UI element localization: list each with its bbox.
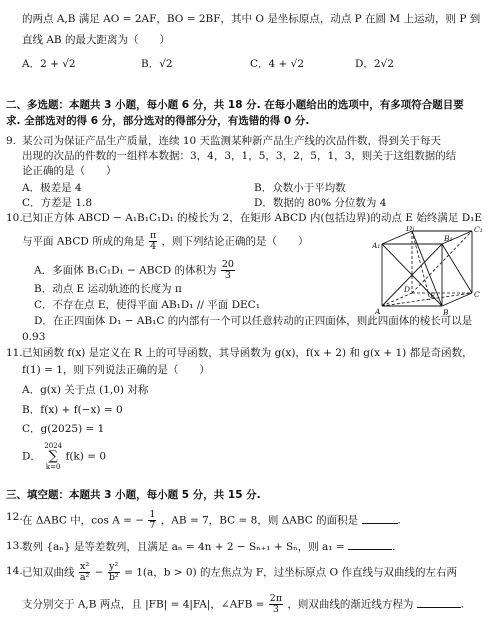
section3-header: 三、填空题：本题共 3 小题，每小题 5 分，共 15 分.: [6, 489, 261, 501]
q12-answer-blank[interactable]: [362, 513, 398, 524]
label-c1: C₁: [474, 226, 483, 234]
q11-option-c: C．g(2025) = 1: [22, 423, 105, 435]
diag-d1-b: [412, 231, 442, 306]
q8-text-line2: 直线 AB 的最大距离为（ ）: [22, 34, 170, 46]
q13-answer-blank[interactable]: [348, 539, 392, 550]
section2-header-line2: 求. 全部选对的得 6 分，部分选对的得部分分，有选错的得 0 分.: [6, 115, 310, 127]
q14-x-fraction: $\frac{\text{x²}}{\text{a²}}$: [79, 561, 90, 583]
q10-option-c: C．不存在点 E，使得平面 AB₁D₁ // 平面 DEC₁: [34, 299, 260, 311]
q12-cos-fraction: $\frac{1}{7}$: [149, 509, 156, 531]
seg-d1-e-hidden: [412, 231, 430, 300]
label-d1: D₁: [406, 226, 416, 233]
label-a1: A₁: [372, 241, 381, 250]
q10-volume-fraction: $\frac{20}{3}$: [221, 259, 234, 281]
q8-text-line1: 的两点 A,B 满足 AO = 2AF，BO = 2BF，其中 O 是坐标原点，动点 P 在圆 M 上运动，则 P 到: [22, 13, 481, 25]
q10-text-line2: 与平面 ABCD 所成的角是 $\frac{\pi}{4}$ ，则下列结论正确的是（ ）: [22, 230, 309, 252]
q12-number: 12.: [6, 511, 23, 523]
q14-angle-fraction: $\frac{2\pi}{3}$: [269, 593, 283, 615]
label-c: C: [474, 290, 480, 299]
diag-a-c-hidden: [382, 293, 472, 306]
q11-text-line1: 已知函数 f(x) 是定义在 R 上的可导函数，其导函数为 g(x)，f(x + 2) 和 g(x + 1) 都是奇函数，: [22, 347, 473, 359]
label-d: D: [404, 285, 411, 294]
q10-angle-fraction: $\frac{\pi}{4}$: [149, 230, 157, 252]
q10-option-d-line2: 0.93: [22, 331, 46, 343]
q9-option-a: A．极差是 4: [22, 182, 82, 194]
q11-option-d: D． 2024 ∑ k=0 f(k) = 0: [22, 442, 107, 471]
q10-option-d-line1: D．在正四面体 D₁ − AB₁C 的内部有一个可以任意转动的正四面体，则此四面体的棱长可以是: [34, 315, 473, 327]
diag-b1-c: [442, 244, 472, 293]
q10-option-b: B．动点 E 运动轨迹的长度为 π: [34, 283, 182, 295]
q13-number: 13.: [6, 540, 23, 552]
q10-number: 10.: [6, 212, 23, 224]
q9-number: 9.: [6, 135, 17, 147]
q14-text-line2: 支分别交于 A,B 两点，且 |FB| = 4|FA|，∠AFB = $\frac{2\pi}{3}$ ，则双曲线的渐近线方程为 .: [22, 593, 465, 615]
q14-answer-blank[interactable]: [417, 597, 461, 608]
q9-option-b: B．众数小于平均数: [254, 182, 346, 194]
q9-text-line2: 出现的次品的件数的一组样本数据：3，4，3，1，5，3，2，5，1，3，则关于这组数据的结: [22, 150, 457, 162]
q14-y-fraction: $\frac{\text{y²}}{\text{b²}}$: [108, 561, 119, 583]
q11-option-a: A．g(x) 关于点 (1,0) 对称: [22, 384, 149, 396]
label-a: A: [375, 307, 381, 316]
label-b1: B₁: [444, 234, 453, 243]
q9-text-line3: 论正确的是（ ）: [22, 165, 117, 177]
q14-number: 14.: [6, 565, 23, 577]
label-e: E: [430, 291, 436, 300]
q11-number: 11.: [6, 347, 23, 359]
q13-text: 数列 {aₙ} 是等差数列，且满足 aₙ = 4n + 2 − Sₙ₊₁ + Sₙ，则 a₁ = .: [22, 541, 396, 553]
cube-diagram: [372, 226, 486, 316]
q8-option-c: C．4 + √2: [250, 58, 305, 70]
q8-option-b: B．√2: [141, 58, 173, 70]
q8-option-d: D．2√2: [355, 58, 394, 70]
q9-option-d: D．数据的 80% 分位数为 4: [254, 197, 387, 209]
q11-text-line2: f(1) = 1，则下列说法正确的是（ ）: [22, 364, 210, 376]
q12-text: 在 ΔABC 中，cos A = − $\frac{1}{7}$ ，AB = 7，BC = 8，则 ΔABC 的面积是 .: [22, 509, 401, 531]
q11-option-b: B．f(x) + f(−x) = 0: [22, 404, 123, 416]
q9-text-line1: 某公司为保证产品生产质量，连续 10 天监测某种新产品生产线的次品件数，得到关于每天: [22, 135, 442, 147]
summation-symbol: 2024 ∑ k=0: [44, 442, 63, 471]
q9-option-c: C．方差是 1.8: [22, 197, 93, 209]
q14-text-line1: 已知双曲线 $\frac{\text{x²}}{\text{a²}}$ − $\frac{\text{y²}}{\text{b²}}$ = 1(a，b > 0) 的左焦点为 F，过坐标原点 O 作直线与双曲线的左右两: [22, 561, 457, 583]
q10-text-line1: 已知正方体 ABCD − A₁B₁C₁D₁ 的棱长为 2，在矩形 ABCD 内(包括边界)的动点 E 始终满足 D₁E: [22, 212, 482, 224]
q10-option-a: A．多面体 B₁C₁D₁ − ABCD 的体积为 $\frac{20}{3}$: [34, 259, 234, 281]
q8-option-a: A．2 + √2: [22, 58, 76, 70]
label-b: B: [443, 308, 449, 316]
section2-header-line1: 二、多选题：本题共 3 小题，每小题 6 分，共 18 分. 在每小题给出的选项中，有多项符合题目要: [6, 99, 464, 111]
